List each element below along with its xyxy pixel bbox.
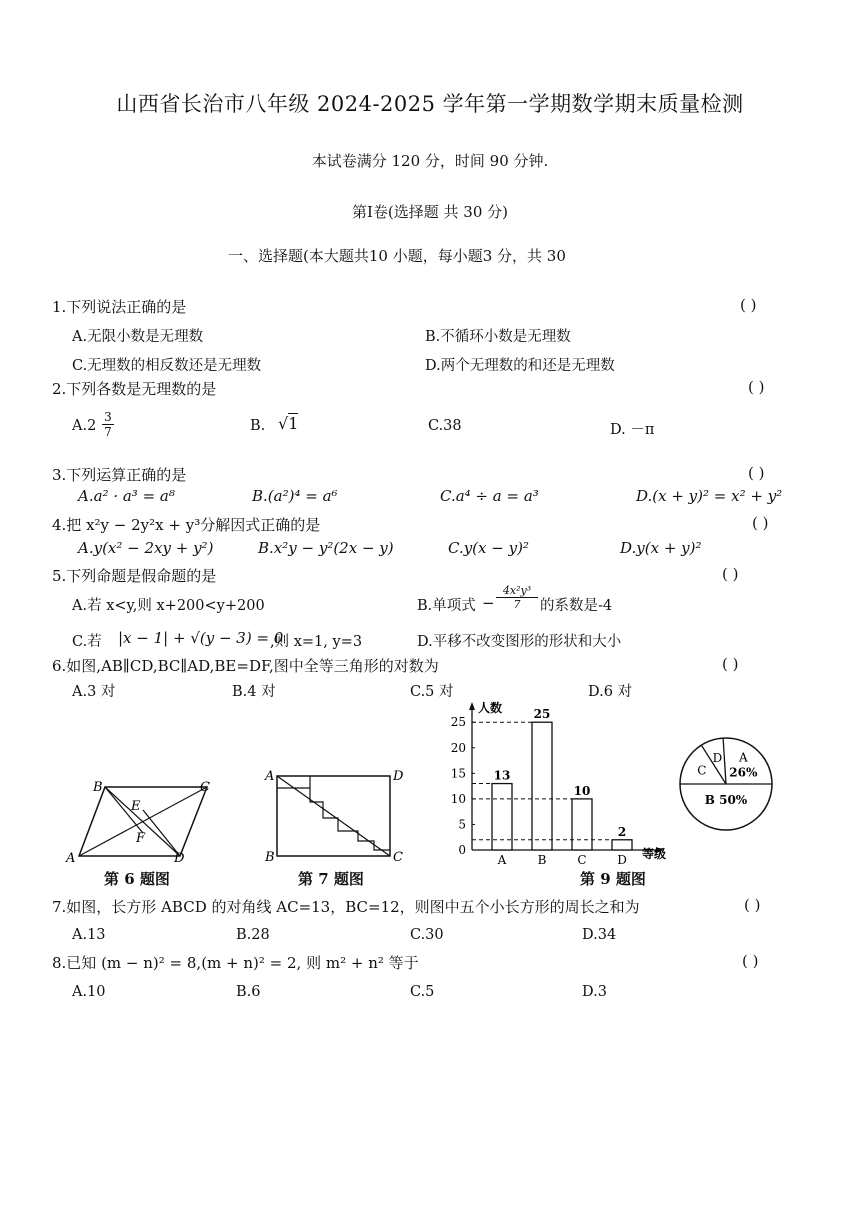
- vertex-label: B: [93, 780, 103, 795]
- option: A.a² · a³ = a⁸: [78, 487, 175, 505]
- figure-6-caption: 第 6 题图: [104, 870, 170, 888]
- sqrt-expression: √1: [278, 414, 299, 433]
- monomial-sign: −: [482, 594, 495, 612]
- question-2-stem: 2.下列各数是无理数的是: [52, 380, 217, 398]
- vertex-label: C: [200, 780, 210, 795]
- option: C.无理数的相反数还是无理数: [72, 358, 262, 374]
- monomial-fraction: 4x²y³ 7: [496, 584, 538, 611]
- point-label: E: [131, 799, 141, 814]
- option: 的系数是-4: [540, 598, 613, 614]
- condition-expression: |x − 1| + √(y − 3) = 0: [118, 629, 284, 647]
- figure-9-caption: 第 9 题图: [580, 870, 646, 888]
- option: A.10: [72, 984, 106, 1000]
- option: C.y(x − y)²: [448, 539, 529, 557]
- y-tick-label: 0: [458, 843, 466, 857]
- x-tick-label: C: [577, 853, 587, 866]
- vertex-label: A: [66, 851, 76, 866]
- option: D.(x + y)² = x² + y²: [636, 487, 783, 505]
- option: B.不循环小数是无理数: [425, 329, 571, 345]
- option: B.x²y − y²(2x − y): [258, 539, 394, 557]
- pie-slice-label: A: [738, 750, 748, 765]
- option: C.5: [410, 984, 435, 1000]
- vertex-label: C: [393, 850, 403, 865]
- figure-7-rectangle: [262, 766, 412, 866]
- option: D.平移不改变图形的形状和大小: [417, 634, 622, 650]
- y-tick-label: 25: [450, 715, 466, 730]
- question-8-stem: 8.已知 (m − n)² = 8,(m + n)² = 2, 则 m² + n² 等于: [52, 954, 419, 972]
- figure-9-pie-chart: [676, 734, 780, 834]
- option: A.y(x² − 2xy + y²): [78, 539, 214, 557]
- bar-value-label: 2: [617, 824, 627, 839]
- answer-paren: ( ): [748, 464, 765, 482]
- answer-paren: ( ): [742, 952, 759, 970]
- x-tick-label: D: [617, 853, 627, 866]
- option: B.单项式: [417, 598, 476, 614]
- option: D.34: [582, 927, 617, 943]
- vertex-label: B: [265, 850, 275, 865]
- pie-slice-label: D: [712, 750, 723, 765]
- fraction: 3 7: [102, 410, 114, 439]
- x-tick-label: A: [497, 853, 507, 866]
- answer-paren: ( ): [722, 565, 739, 583]
- x-axis-label: 等级: [642, 847, 667, 861]
- option: A.若 x<y,则 x+200<y+200: [72, 598, 265, 614]
- pie-slice-label: B 50%: [704, 793, 748, 808]
- option: D.两个无理数的和还是无理数: [425, 358, 615, 374]
- question-6-stem: 6.如图,AB∥CD,BC∥AD,BE=DF,图中全等三角形的对数为: [52, 657, 439, 675]
- bar: [532, 722, 552, 850]
- answer-paren: ( ): [752, 514, 769, 532]
- section-heading: 一、选择题(本大题共10 小题，每小题3 分，共 30: [228, 247, 566, 265]
- option: B.4 对: [232, 684, 276, 700]
- option: D. －π: [610, 422, 655, 438]
- pie-slice-value: 26%: [729, 765, 758, 780]
- option: B.(a²)⁴ = a⁶: [252, 487, 338, 505]
- vertex-label: A: [265, 769, 275, 784]
- option: C.a⁴ ÷ a = a³: [440, 487, 539, 505]
- option: B.: [250, 418, 266, 434]
- question-3-stem: 3.下列运算正确的是: [52, 466, 187, 484]
- answer-paren: ( ): [722, 655, 739, 673]
- question-7-stem: 7.如图，长方形 ABCD 的对角线 AC=13，BC=12，则图中五个小长方形的周长之和为: [52, 898, 640, 916]
- question-4-stem: 4.把 x²y − 2y²x + y³分解因式正确的是: [52, 516, 321, 534]
- option: A.13: [72, 927, 106, 943]
- option: ,则 x=1, y=3: [270, 634, 363, 650]
- answer-paren: ( ): [744, 896, 761, 914]
- option: C.5 对: [410, 684, 454, 700]
- bar: [612, 840, 632, 850]
- y-tick-label: 20: [450, 740, 466, 755]
- option: B.6: [236, 984, 261, 1000]
- figure-9-bar-chart: [448, 700, 678, 866]
- page-title: 山西省长治市八年级 2024-2025 学年第一学期数学期末质量检测: [116, 92, 744, 116]
- option: D.3: [582, 984, 607, 1000]
- y-tick-label: 5: [458, 817, 466, 832]
- bar-value-label: 10: [573, 783, 591, 798]
- option: D.y(x + y)²: [620, 539, 702, 557]
- vertex-label: D: [393, 769, 404, 784]
- exam-note: 本试卷满分 120 分，时间 90 分钟.: [311, 152, 549, 170]
- option: D.6 对: [588, 684, 633, 700]
- point-label: F: [136, 831, 146, 846]
- figure-6-parallelogram: [60, 770, 230, 870]
- bar-value-label: 13: [493, 768, 511, 783]
- option: C.38: [428, 418, 462, 434]
- vertex-label: D: [174, 851, 185, 866]
- option: B.28: [236, 927, 270, 943]
- figure-7-caption: 第 7 题图: [298, 870, 364, 888]
- pie-slice-label: C: [697, 763, 707, 778]
- y-tick-label: 15: [450, 766, 466, 781]
- option: A.无限小数是无理数: [72, 329, 204, 345]
- x-tick-label: B: [537, 853, 547, 866]
- answer-paren: ( ): [748, 378, 765, 396]
- option: C.若: [72, 634, 102, 650]
- question-5-stem: 5.下列命题是假命题的是: [52, 567, 217, 585]
- y-axis-label: 人数: [478, 701, 503, 715]
- y-tick-label: 10: [450, 791, 466, 806]
- option: A.2: [72, 418, 97, 434]
- answer-paren: ( ): [740, 296, 757, 314]
- y-axis-arrow: [469, 702, 475, 710]
- question-1-stem: 1.下列说法正确的是: [52, 298, 187, 316]
- volume-heading: 第Ⅰ卷(选择题 共 30 分): [351, 203, 509, 221]
- bar-value-label: 25: [533, 707, 551, 722]
- option: C.30: [410, 927, 444, 943]
- bar: [572, 799, 592, 850]
- option: A.3 对: [72, 684, 116, 700]
